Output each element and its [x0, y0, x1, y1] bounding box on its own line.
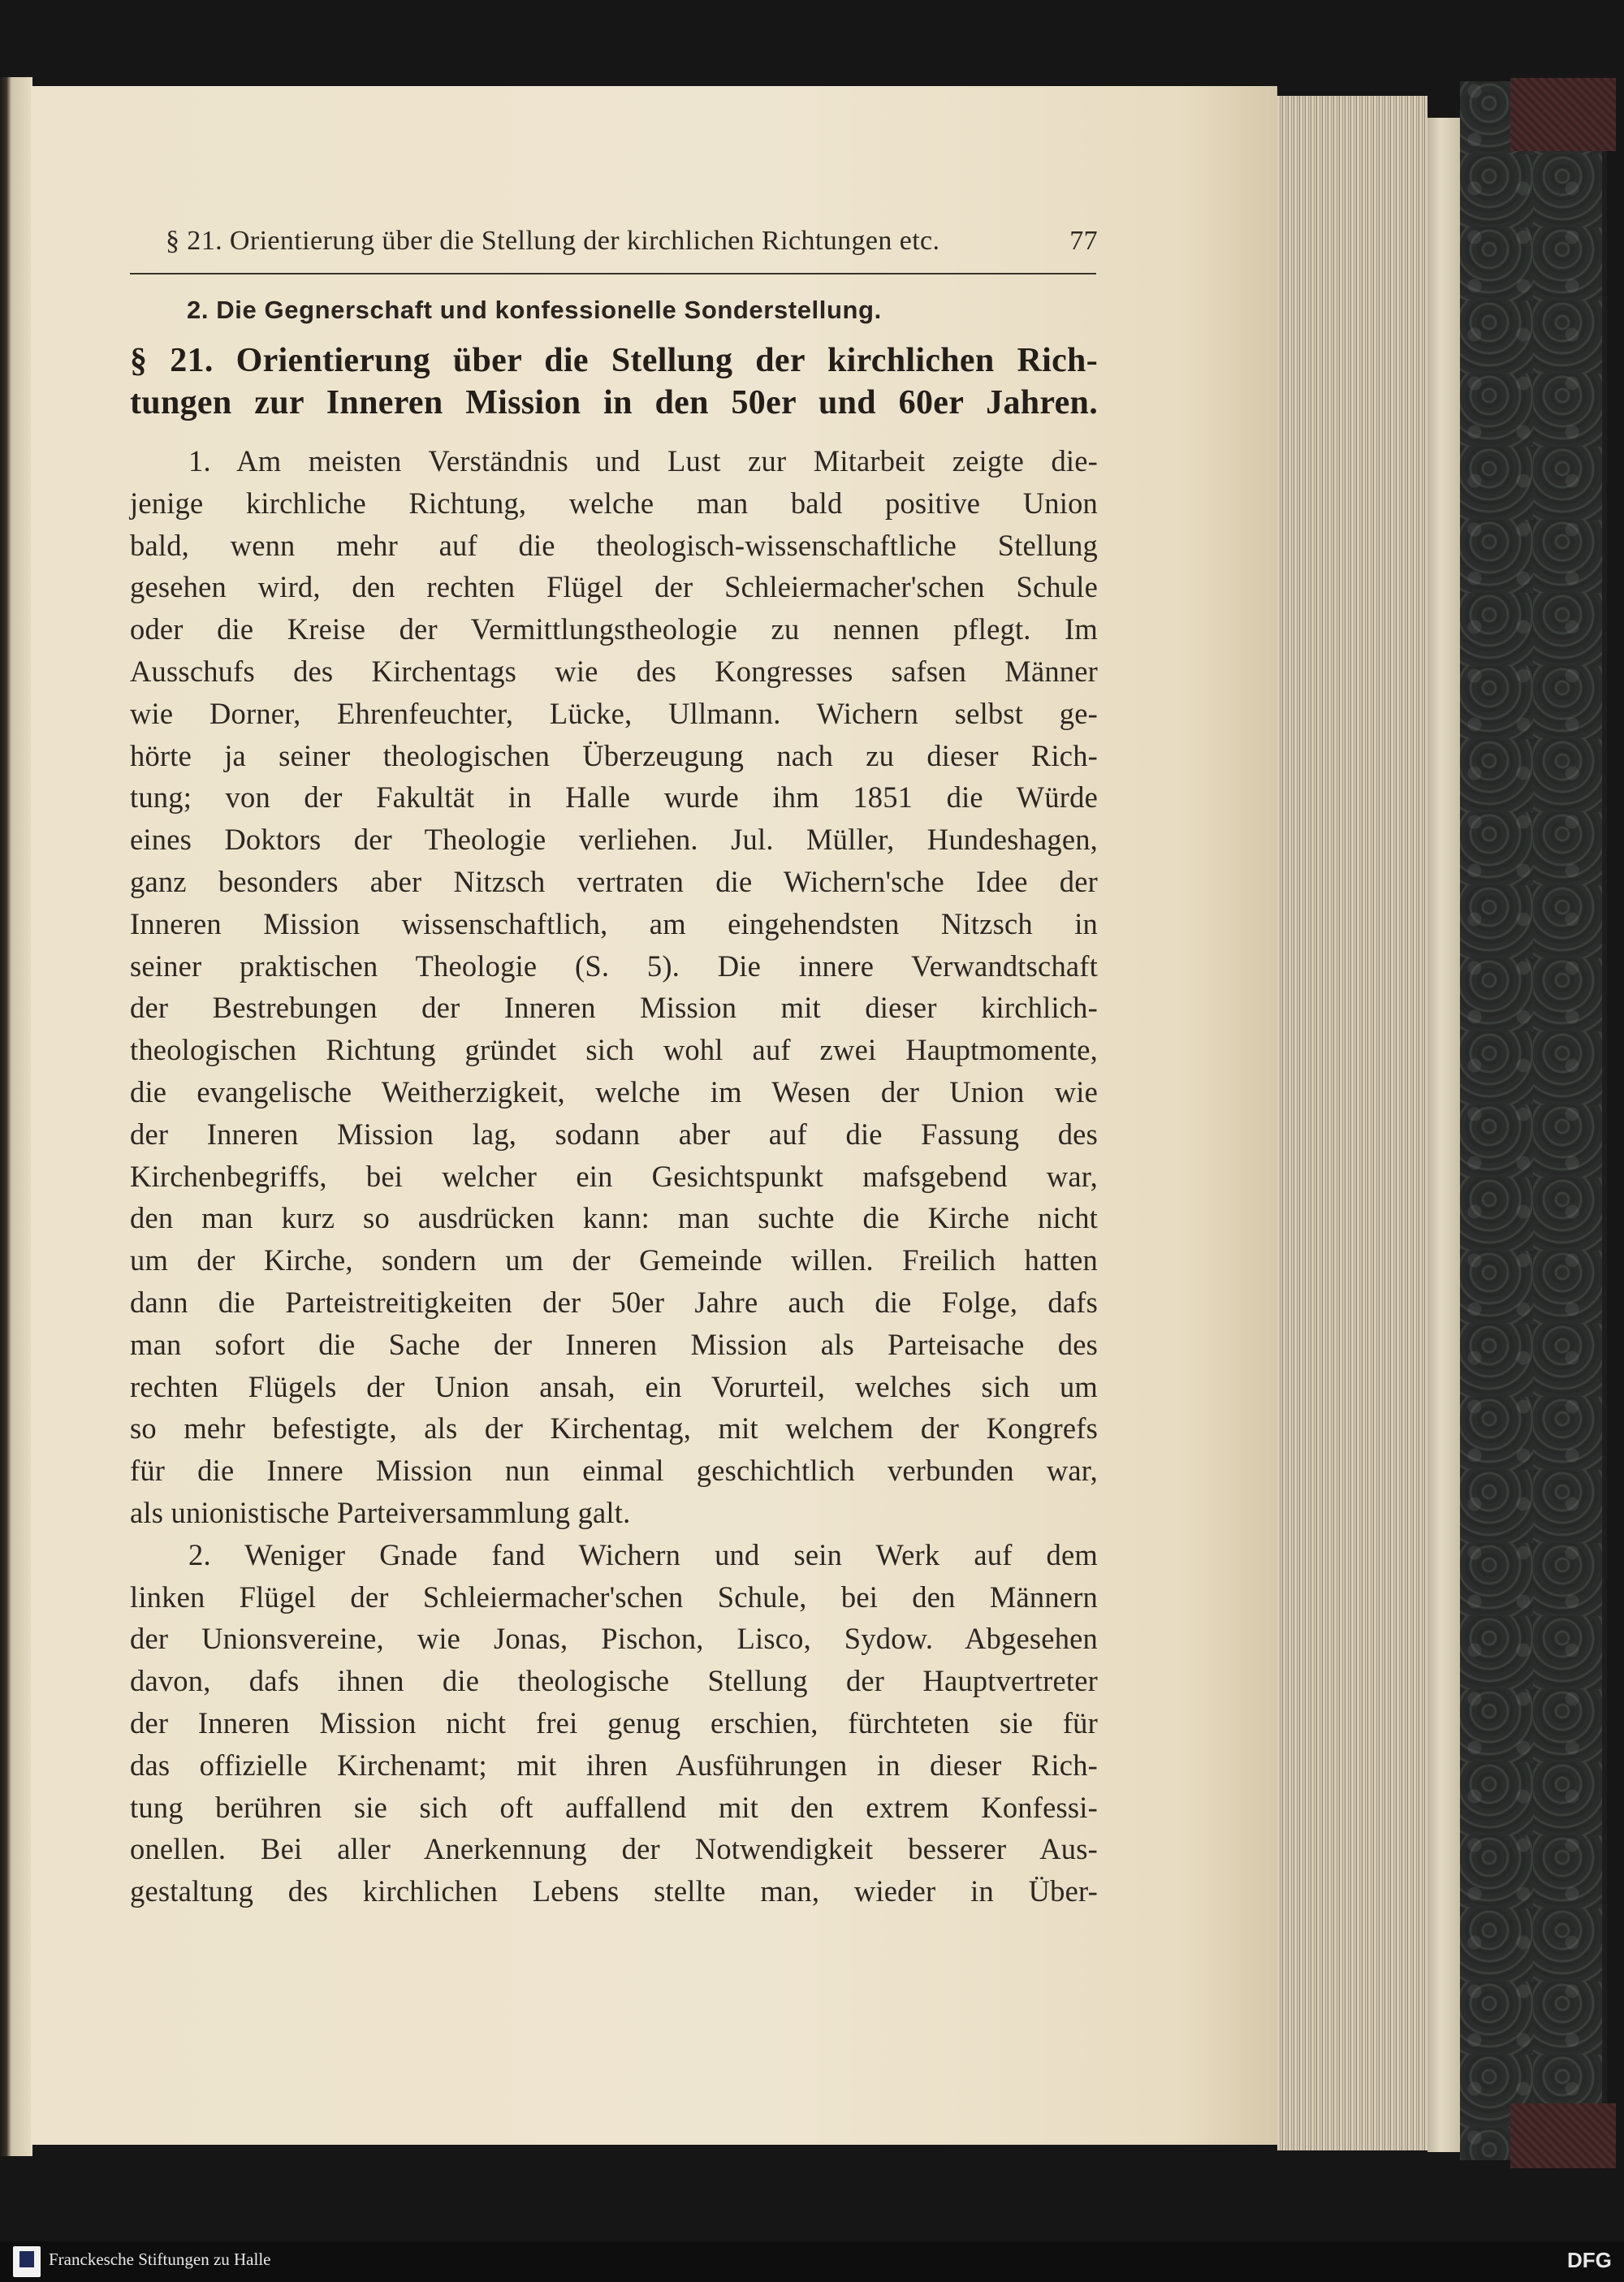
body-line: den man kurz so ausdrücken kann: man suchte die Kirche nicht [130, 1201, 1098, 1235]
body-line: der Unionsvereine, wie Jonas, Pischon, Lisco, Sydow. Abgesehen [130, 1622, 1098, 1656]
page-block-edges [1277, 96, 1427, 2150]
section-title-line: tungen zur Inneren Mission in den 50er und 60er Jahren. [130, 383, 1098, 421]
footer-institution-name[interactable]: Franckesche Stiftungen zu Halle [49, 2250, 271, 2269]
running-head [166, 226, 1098, 257]
body-line: onellen. Bei aller Anerkennung der Notwendigkeit besserer Aus- [130, 1832, 1098, 1866]
body-line: man sofort die Sache der Inneren Mission als Parteisache des [130, 1327, 1098, 1361]
body-line: oder die Kreise der Vermittlungstheologie zu nennen pflegt. Im [130, 612, 1098, 646]
body-line: der Bestrebungen der Inneren Mission mit dieser kirchlich- [130, 991, 1098, 1025]
body-line: 2. Weniger Gnade fand Wichern und sein Werk auf dem [188, 1537, 1098, 1571]
body-line: um der Kirche, sondern um der Gemeinde willen. Freilich hatten [130, 1243, 1098, 1277]
body-text [130, 440, 1098, 1912]
body-line: gestaltung des kirchlichen Lebens stellte man, wieder in Über- [130, 1874, 1098, 1908]
section-title [130, 339, 1098, 424]
body-line: theologischen Richtung gründet sich wohl auf zwei Hauptmomente, [130, 1033, 1098, 1067]
body-line: ganz besonders aber Nitzsch vertraten die Wichern'sche Idee der [130, 864, 1098, 898]
body-line: gesehen wird, den rechten Flügel der Schleiermacher'schen Schule [130, 570, 1098, 604]
body-line: hörte ja seiner theologischen Überzeugung nach zu dieser Rich- [130, 738, 1098, 772]
body-line: linken Flügel der Schleiermacher'schen Schule, bei den Männern [130, 1580, 1098, 1614]
previous-page-edge [0, 77, 32, 2156]
page-number: 77 [1069, 226, 1098, 256]
body-line: der Inneren Mission lag, sodann aber auf die Fassung des [130, 1117, 1098, 1151]
body-line: bald, wenn mehr auf die theologisch-wissenschaftliche Stellung [130, 528, 1098, 562]
body-line: tung berühren sie sich oft auffallend mit den extrem Konfessi- [130, 1790, 1098, 1824]
francke-foundations-logo-icon[interactable] [13, 2246, 41, 2277]
marbled-cover [1460, 81, 1607, 2160]
section-subheading: 2. Die Gegnerschaft und konfessionelle Sonderstellung. [187, 296, 882, 324]
body-line: 1. Am meisten Verständnis und Lust zur Mitarbeit zeigte die- [188, 444, 1098, 478]
header-rule [130, 273, 1096, 274]
body-line: Inneren Mission wissenschaftlich, am eingehendsten Nitzsch in [130, 906, 1098, 940]
body-line: so mehr befestigte, als der Kirchentag, mit welchem der Kongrefs [130, 1411, 1098, 1446]
body-line: der Inneren Mission nicht frei genug erschien, fürchteten sie für [130, 1705, 1098, 1740]
body-line: dann die Parteistreitigkeiten der 50er Jahre auch die Folge, dafs [130, 1285, 1098, 1319]
body-line: die evangelische Weitherzigkeit, welche im Wesen der Union wie [130, 1074, 1098, 1109]
body-line: jenige kirchliche Richtung, welche man bald positive Union [130, 486, 1098, 520]
body-line: wie Dorner, Ehrenfeuchter, Lücke, Ullmann. Wichern selbst ge- [130, 696, 1098, 730]
body-line: das offizielle Kirchenamt; mit ihren Ausführungen in dieser Rich- [130, 1748, 1098, 1782]
body-line: eines Doktors der Theologie verliehen. Jul. Müller, Hundeshagen, [130, 823, 1098, 857]
body-line: Kirchenbegriffs, bei welcher ein Gesichtspunkt mafsgebend war, [130, 1159, 1098, 1193]
body-line: als unionistische Parteiversammlung galt. [130, 1495, 631, 1529]
section-title-line: § 21. Orientierung über die Stellung der kirchlichen Rich- [130, 342, 1098, 379]
body-line: seiner praktischen Theologie (S. 5). Die innere Verwandtschaft [130, 949, 1098, 983]
cover-corner-bottom [1510, 2103, 1616, 2168]
body-line: davon, dafs ihnen die theologische Stellung der Hauptvertreter [130, 1664, 1098, 1698]
running-head-title: § 21. Orientierung über die Stellung der kirchlichen Richtungen etc. [166, 226, 940, 256]
page-block-rim [1427, 118, 1460, 2152]
dfg-logo[interactable]: DFG [1567, 2248, 1612, 2272]
body-line: rechten Flügels der Union ansah, ein Vorurteil, welches sich um [130, 1369, 1098, 1403]
body-line: Ausschufs des Kirchentags wie des Kongresses safsen Männer [130, 654, 1098, 688]
body-line: tung; von der Fakultät in Halle wurde ihm 1851 die Würde [130, 780, 1098, 815]
cover-corner-top [1510, 78, 1616, 151]
body-line: für die Innere Mission nun einmal geschichtlich verbunden war, [130, 1454, 1098, 1488]
